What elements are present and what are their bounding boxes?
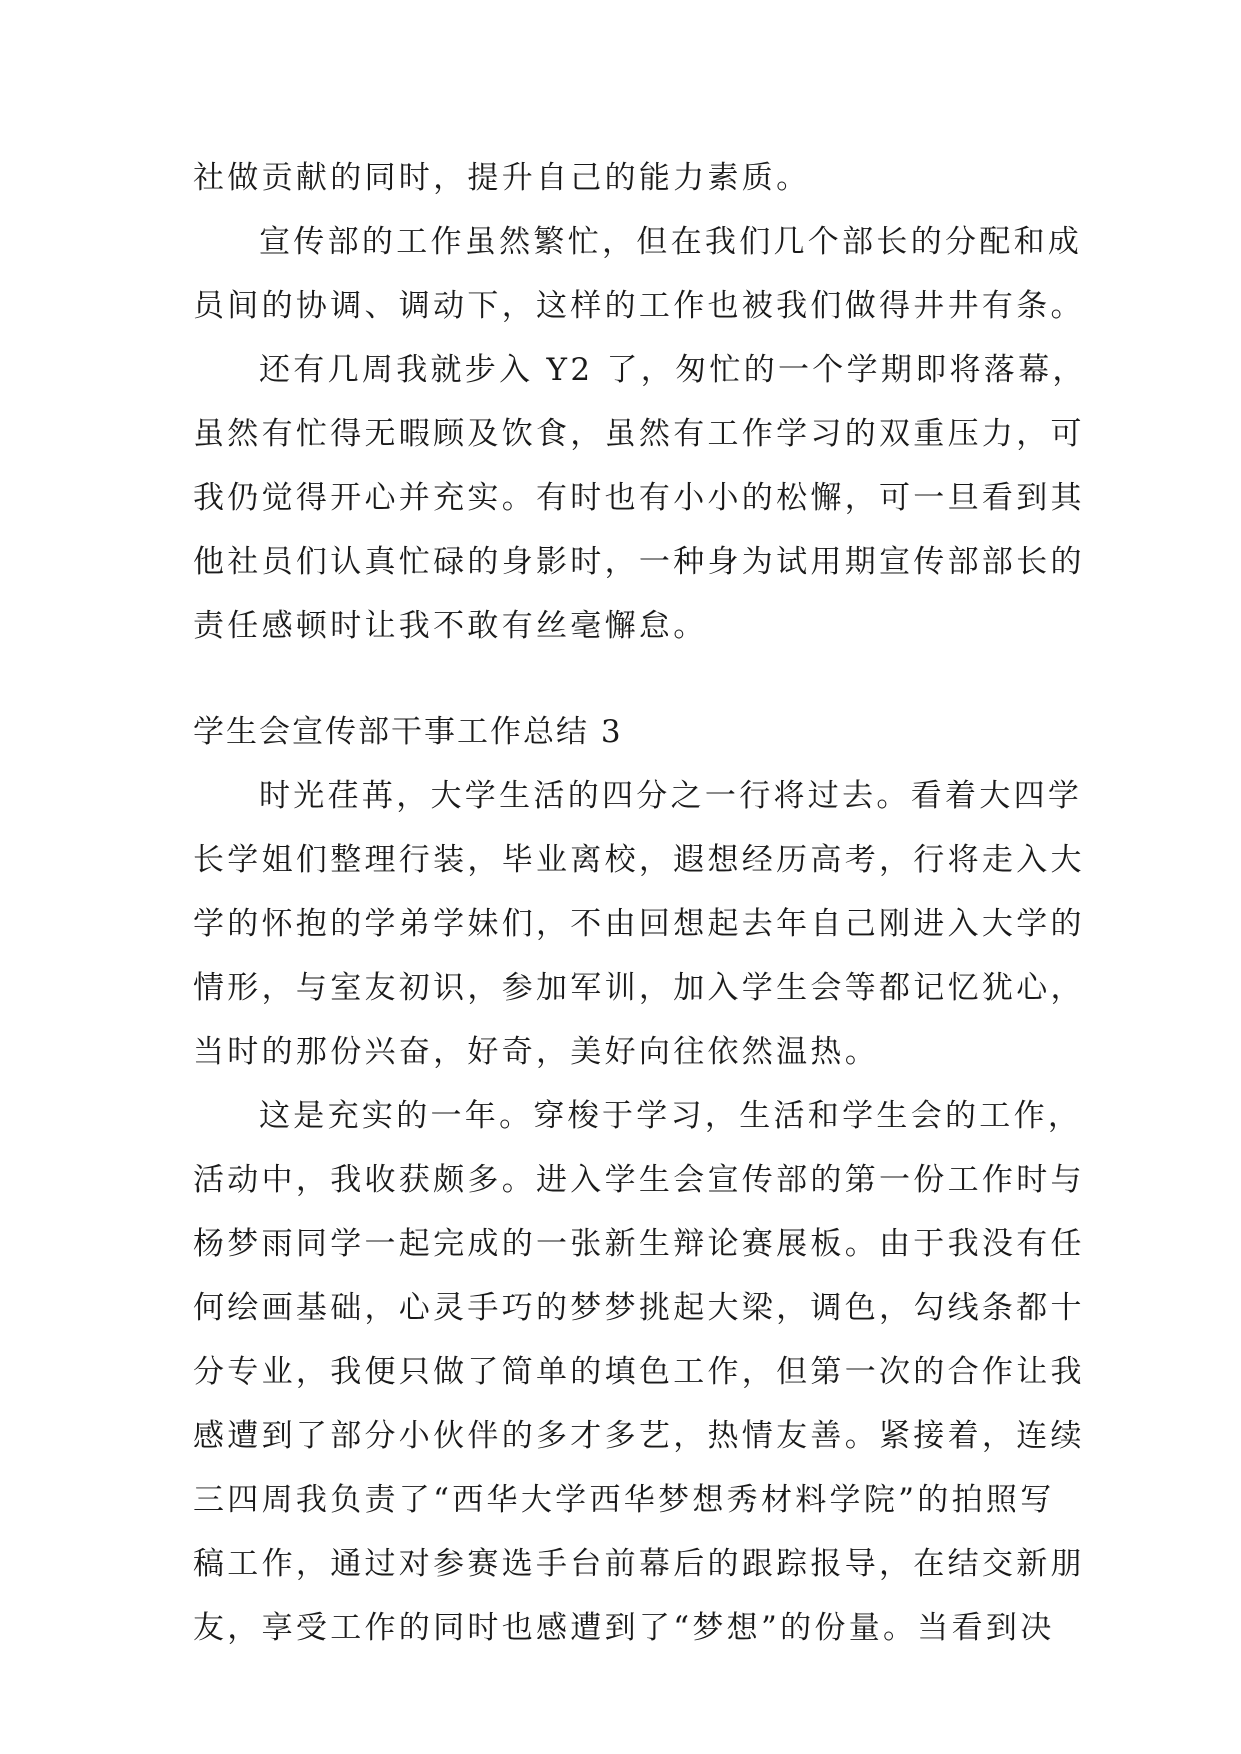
paragraph-first-line: 时光荏苒，大学生活的四分之一行将过去。看着大四学 [259,778,1083,814]
body-text-line: 杨梦雨同学一起完成的一张新生辩论赛展板。由于我没有任 [193,1226,1085,1262]
paragraph-first-line: 宣传部的工作虽然繁忙，但在我们几个部长的分配和成 [259,224,1083,260]
section-title: 学生会宣传部干事工作总结 3 [193,714,623,750]
body-text-line: 长学姐们整理行装，毕业离校，遐想经历高考，行将走入大 [193,842,1085,878]
body-text-line: 学的怀抱的学弟学妹们，不由回想起去年自己刚进入大学的 [193,906,1085,942]
body-text-line: 友，享受工作的同时也感遭到了“梦想”的份量。当看到决 [193,1610,1055,1646]
body-text-line: 感遭到了部分小伙伴的多才多艺，热情友善。紧接着，连续 [193,1418,1085,1454]
body-text-line: 情形，与室友初识，参加军训，加入学生会等都记忆犹心， [193,970,1085,1006]
body-text-line: 他社员们认真忙碌的身影时，一种身为试用期宣传部部长的 [193,544,1085,580]
body-text-line: 虽然有忙得无暇顾及饮食，虽然有工作学习的双重压力，可 [193,416,1085,452]
body-text-line: 我仍觉得开心并充实。有时也有小小的松懈，可一旦看到其 [193,480,1085,516]
body-text-line: 活动中，我收获颇多。进入学生会宣传部的第一份工作时与 [193,1162,1085,1198]
body-text-line: 何绘画基础，心灵手巧的梦梦挑起大梁，调色，勾线条都十 [193,1290,1085,1326]
body-text-line: 稿工作，通过对参赛选手台前幕后的跟踪报导，在结交新朋 [193,1546,1085,1582]
body-text-line: 分专业，我便只做了简单的填色工作，但第一次的合作让我 [193,1354,1085,1390]
body-text-line: 社做贡献的同时，提升自己的能力素质。 [193,160,811,196]
paragraph-first-line: 还有几周我就步入 Y2 了，匆忙的一个学期即将落幕， [259,352,1087,388]
paragraph-first-line: 这是充实的一年。穿梭于学习，生活和学生会的工作， [259,1098,1083,1134]
body-text-line: 责任感顿时让我不敢有丝毫懈怠。 [193,608,708,644]
body-text-line: 三四周我负责了“西华大学西华梦想秀材料学院”的拍照写 [193,1482,1055,1518]
body-text-line: 当时的那份兴奋，好奇，美好向往依然温热。 [193,1034,879,1070]
body-text-line: 员间的协调、调动下，这样的工作也被我们做得井井有条。 [193,288,1085,324]
